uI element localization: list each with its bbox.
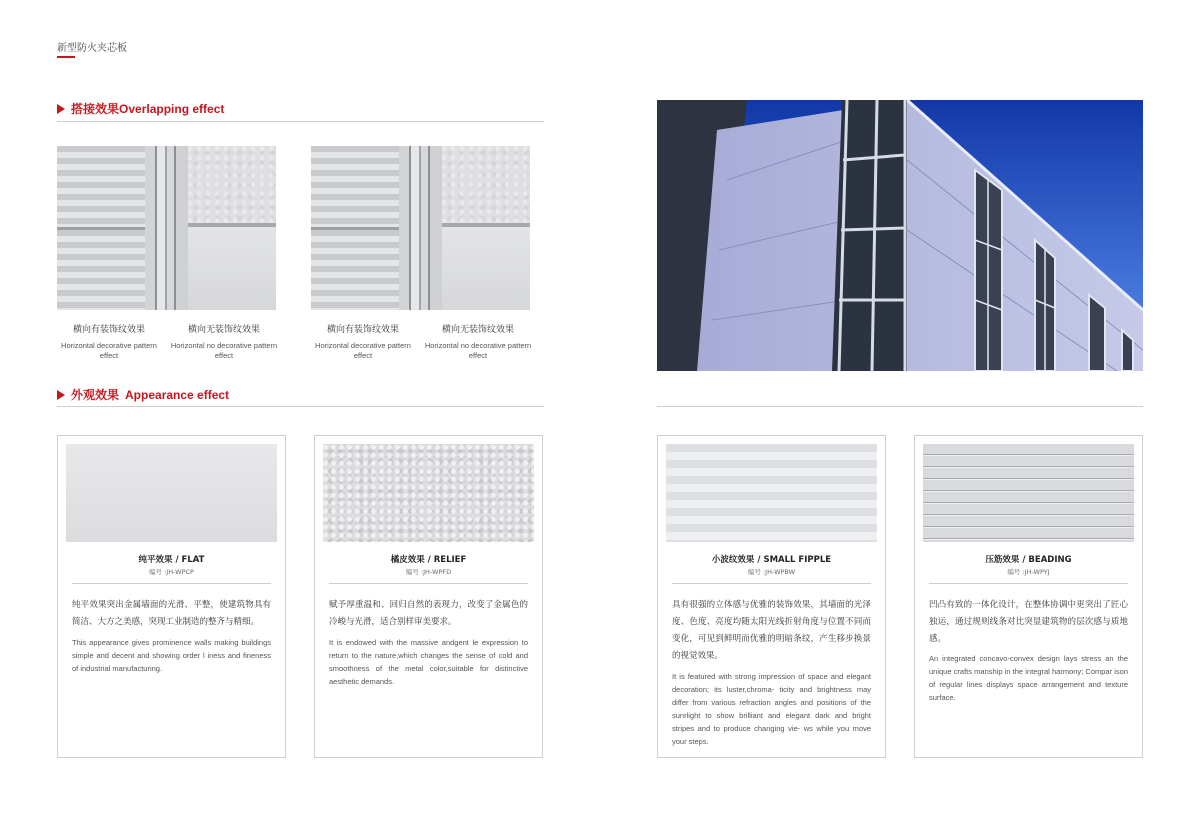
ripple-sample-swatch	[666, 444, 877, 542]
overlap-title-en: Overlapping effect	[119, 101, 225, 116]
card-code: 编号 :JH-WPBW	[747, 568, 796, 576]
textured-panel	[188, 146, 276, 310]
card-title: 小波纹效果 / SMALL FIPPLE	[711, 555, 832, 565]
beading-sample-swatch	[923, 444, 1134, 542]
triangle-bullet-icon	[57, 104, 65, 114]
relief-sample-swatch	[323, 444, 534, 542]
card-divider	[329, 583, 528, 584]
appearance-card-small-ripple	[657, 435, 886, 758]
card-desc-en: It is endowed with the massive andgent le expression to return to the nature,which changes the sense of cold and smoothness of the metal color,suitable for distinctive aesthetic demands.	[329, 638, 528, 686]
card-title: 压筋效果 / BEADING	[985, 555, 1072, 565]
flat-sample-swatch	[66, 444, 277, 542]
card-code: 编号 :JH-WPCP	[149, 568, 194, 576]
card-desc-zh: 赋予厚重温和、回归自然的表现力，改变了金属色的冷峻与光滑，适合别样审美要求。	[329, 600, 528, 627]
card-desc-zh: 凹凸有致的一体化设计，在整体协调中更突出了匠心独运，通过规则线条对比突显建筑物的层次感与质地感。	[929, 600, 1128, 644]
appearance-title-zh: 外观效果	[71, 388, 120, 402]
decorative-pattern-panel	[311, 146, 399, 310]
triangle-bullet-icon	[57, 390, 65, 400]
panel-seam	[399, 146, 442, 310]
overlap-caption-2: 横向无装饰纹效果 Horizontal no decorative pattern effect	[170, 325, 278, 360]
overlap-sample-2	[311, 146, 530, 310]
brand-underline	[57, 56, 75, 58]
overlap-caption-3: 横向有装饰纹效果 Horizontal decorative pattern effect	[315, 325, 411, 360]
overlap-section-divider	[57, 121, 544, 122]
overlap-caption-1: 横向有装饰纹效果 Horizontal decorative pattern effect	[61, 325, 157, 360]
textured-panel	[442, 146, 530, 310]
overlap-title-zh: 搭接效果	[71, 102, 120, 116]
card-desc-zh: 纯平效果突出金属墙面的光滑、平整，使建筑物具有简洁、大方之美感，突现工业制造的整齐与精细。	[72, 600, 271, 627]
card-divider	[72, 583, 271, 584]
building-photo	[657, 100, 1143, 371]
card-desc-en: An integrated concavo-convex design lays stress an the unique crafts manship in the integral harmony; Compar ison of regular lines displays space arrangement and texture surface.	[929, 654, 1128, 702]
right-section-divider	[657, 406, 1143, 407]
card-desc-zh: 具有很强的立体感与优雅的装饰效果，其墙面的光泽度、色度、亮度均随太阳光线折射角度与位置不同而变化，可见到鲜明而优雅的明暗条纹，产生移步换景的视觉效果。	[672, 600, 871, 661]
appearance-card-flat	[57, 435, 286, 758]
card-divider	[929, 583, 1128, 584]
card-desc-en: It is featured with strong impression of space and elegant decoration; its luster,chroma- ticity and brightness may differ from various refraction angles and positions of the sunrlight to show brilliant and elegant dark and bright stripes and to produce changing vie- ws while you move your steps.	[672, 672, 871, 746]
appearance-section-divider	[57, 406, 544, 407]
card-code: 编号 :JH-WPYJ	[1007, 568, 1050, 576]
appearance-section-title	[57, 386, 229, 403]
overlap-section-title	[57, 100, 224, 117]
decorative-pattern-panel	[57, 146, 145, 310]
overlap-sample-1	[57, 146, 276, 310]
appearance-title-en: Appearance effect	[125, 387, 230, 402]
overlap-caption-4: 横向无装饰纹效果 Horizontal no decorative pattern effect	[424, 325, 532, 360]
card-title: 橘皮效果 / RELIEF	[390, 555, 467, 565]
brand-title: 新型防火夹芯板	[57, 43, 127, 54]
card-divider	[672, 583, 871, 584]
card-code: 编号 :JH-WPFD	[405, 568, 452, 576]
appearance-card-beading	[914, 435, 1143, 758]
appearance-card-relief	[314, 435, 543, 758]
card-desc-en: This appearance gives prominence walls making buildings simple and decent and showing order l iness and fineness of industrial manufacturing.	[72, 638, 271, 673]
panel-seam	[145, 146, 188, 310]
card-title: 纯平效果 / FLAT	[138, 555, 205, 565]
